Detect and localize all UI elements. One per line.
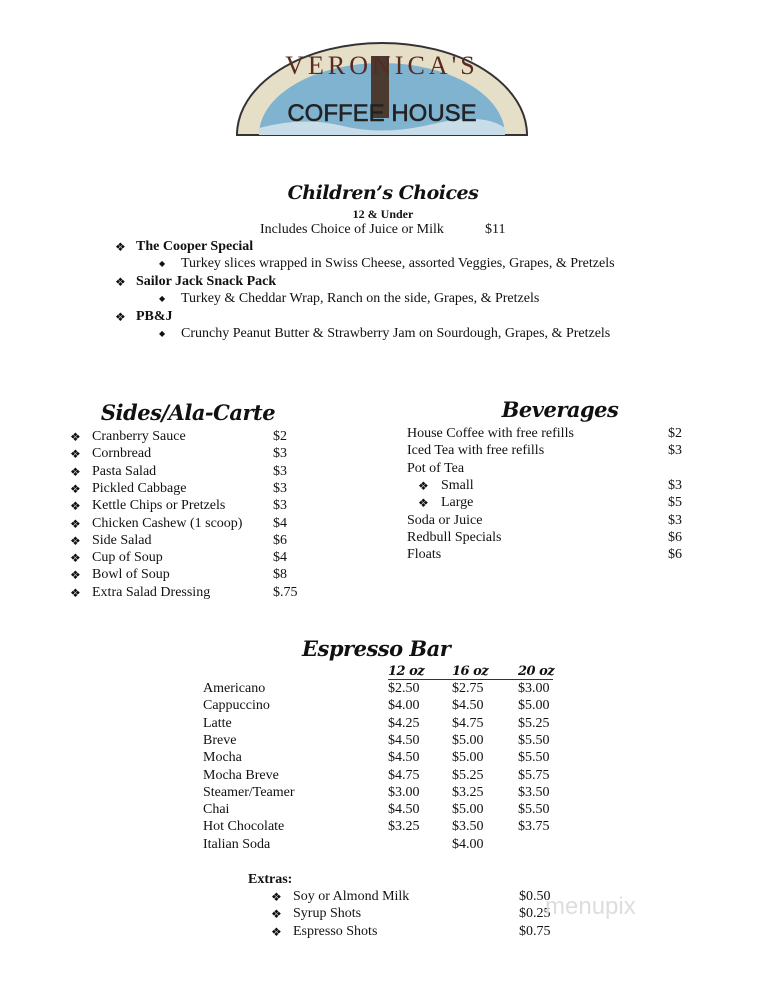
children-item-desc: Turkey slices wrapped in Swiss Cheese, assorted Veggies, Grapes, & Pretzels: [181, 256, 615, 271]
beverage-item-name: Large: [441, 495, 474, 511]
side-item-price: $6: [273, 532, 287, 548]
logo: [233, 38, 531, 138]
espresso-item-price: $4.00: [452, 836, 484, 852]
children-item-name: Sailor Jack Snack Pack: [136, 274, 277, 289]
espresso-item-price: $5.00: [452, 750, 484, 766]
diamond-bullet-icon: ❖: [70, 499, 81, 514]
espresso-item-price: $2.50: [388, 681, 420, 696]
beverage-item-name: Soda or Juice: [407, 512, 483, 528]
espresso-item-price: $5.25: [518, 715, 550, 731]
espresso-item-price: $3.00: [388, 784, 420, 800]
diamond-bullet-icon: ❖: [70, 568, 81, 583]
diamond-bullet-icon: ❖: [115, 310, 126, 324]
extra-item-price: $0.25: [519, 906, 551, 922]
espresso-item-name: Italian Soda: [203, 836, 271, 852]
children-title: Children’s Choices: [287, 182, 479, 204]
bullet-icon: ◆: [159, 329, 166, 338]
diamond-bullet-icon: ❖: [271, 890, 282, 904]
espresso-item-name: Mocha: [203, 750, 242, 766]
beverage-item-price: $3: [668, 477, 682, 493]
espresso-item-price: $5.50: [518, 802, 550, 818]
side-item-name: Cup of Soup: [92, 550, 163, 566]
diamond-bullet-icon: ❖: [70, 430, 81, 444]
diamond-bullet-icon: ❖: [418, 496, 429, 511]
side-item-name: Extra Salad Dressing: [92, 584, 211, 600]
beverage-item-name: House Coffee with free refills: [407, 426, 574, 441]
espresso-item-name: Steamer/Teamer: [203, 784, 295, 800]
beverage-item-price: $6: [668, 547, 682, 563]
bullet-icon: ◆: [159, 259, 166, 268]
diamond-bullet-icon: ❖: [115, 240, 126, 254]
diamond-bullet-icon: ❖: [271, 924, 282, 939]
beverage-item-name: Redbull Specials: [407, 529, 502, 545]
espresso-item-price: $4.00: [388, 698, 420, 714]
diamond-bullet-icon: ❖: [271, 907, 282, 922]
children-item-desc: Turkey & Cheddar Wrap, Ranch on the side, Grapes, & Pretzels: [181, 291, 540, 306]
side-item-name: Cornbread: [92, 446, 152, 462]
espresso-item-price: $3.75: [518, 819, 550, 835]
bullet-icon: ◆: [159, 294, 166, 303]
children-item-desc: Crunchy Peanut Butter & Strawberry Jam on Sourdough, Grapes, & Pretzels: [181, 326, 611, 341]
children-age: 12 & Under: [352, 207, 414, 221]
extra-item-name: Espresso Shots: [293, 923, 378, 939]
espresso-item-price: $4.50: [452, 698, 484, 714]
espresso-item-name: Mocha Breve: [203, 767, 279, 783]
espresso-item-name: Breve: [203, 732, 237, 748]
espresso-item-price: $4.50: [388, 802, 420, 818]
espresso-item-price: $3.25: [388, 819, 420, 835]
beverage-item-price: $3: [668, 443, 682, 459]
espresso-item-price: $4.50: [388, 732, 420, 748]
diamond-bullet-icon: ❖: [70, 464, 81, 479]
espresso-item-name: Hot Chocolate: [203, 819, 285, 835]
size-header: 16 oz: [452, 664, 489, 679]
espresso-item-price: $5.50: [518, 750, 550, 766]
beverage-item-name: Iced Tea with free refills: [407, 443, 545, 459]
beverage-item-name: Floats: [407, 547, 442, 563]
espresso-item-price: $4.50: [388, 750, 420, 766]
children-item-name: The Cooper Special: [136, 239, 254, 254]
extra-item-price: $0.50: [519, 889, 551, 904]
beverages-title: Beverages: [501, 397, 619, 422]
espresso-item-price: $5.00: [452, 732, 484, 748]
size-header: 12 oz: [388, 664, 425, 679]
espresso-item-price: $3.00: [518, 681, 550, 696]
side-item-price: $3: [273, 446, 287, 462]
espresso-title: Espresso Bar: [302, 636, 451, 661]
espresso-item-price: $4.75: [388, 767, 420, 783]
espresso-item-price: $3.25: [452, 784, 484, 800]
espresso-item-price: $5.25: [452, 767, 484, 783]
espresso-item-price: $5.00: [518, 698, 550, 714]
children-includes: Includes Choice of Juice or Milk: [260, 222, 444, 237]
beverage-item-price: $5: [668, 495, 682, 511]
diamond-bullet-icon: ❖: [70, 516, 81, 531]
children-price: $11: [485, 222, 506, 237]
side-item-name: Side Salad: [92, 532, 152, 548]
extra-item-price: $0.75: [519, 923, 551, 939]
side-item-name: Cranberry Sauce: [92, 429, 186, 444]
beverage-item-name: Small: [441, 477, 474, 493]
side-item-price: $8: [273, 567, 287, 583]
espresso-item-price: $2.75: [452, 681, 484, 696]
espresso-item-name: Americano: [203, 681, 266, 696]
side-item-name: Bowl of Soup: [92, 567, 170, 583]
side-item-name: Pasta Salad: [92, 463, 157, 479]
espresso-item-price: $5.00: [452, 802, 484, 818]
extras-label: Extras:: [248, 872, 293, 887]
extra-item-name: Soy or Almond Milk: [293, 889, 410, 904]
espresso-item-name: Latte: [203, 715, 232, 731]
side-item-name: Pickled Cabbage: [92, 480, 187, 496]
beverage-item-price: $3: [668, 512, 682, 528]
beverage-item-name: Pot of Tea: [407, 460, 465, 476]
size-header: 20 oz: [518, 664, 555, 679]
espresso-item-price: $3.50: [518, 784, 550, 800]
diamond-bullet-icon: ❖: [70, 447, 81, 462]
sides-title: Sides/Ala-Carte: [100, 400, 276, 425]
side-item-name: Kettle Chips or Pretzels: [92, 498, 226, 514]
side-item-price: $4: [273, 550, 287, 566]
diamond-bullet-icon: ❖: [70, 551, 81, 566]
side-item-price: $2: [273, 429, 287, 444]
side-item-price: $4: [273, 515, 287, 531]
side-item-price: $.75: [273, 584, 298, 600]
diamond-bullet-icon: ❖: [70, 585, 81, 600]
espresso-item-name: Cappuccino: [203, 698, 270, 714]
side-item-price: $3: [273, 480, 287, 496]
espresso-item-price: $5.50: [518, 732, 550, 748]
diamond-bullet-icon: ❖: [418, 478, 429, 493]
diamond-bullet-icon: ❖: [70, 481, 81, 496]
side-item-name: Chicken Cashew (1 scoop): [92, 515, 243, 531]
side-item-price: $3: [273, 498, 287, 514]
beverage-item-price: $6: [668, 529, 682, 545]
espresso-item-price: $3.50: [452, 819, 484, 835]
extra-item-name: Syrup Shots: [293, 906, 362, 922]
children-item-name: PB&J: [136, 309, 173, 324]
diamond-bullet-icon: ❖: [70, 533, 81, 548]
espresso-item-price: $4.25: [388, 715, 420, 731]
espresso-item-price: $4.75: [452, 715, 484, 731]
watermark: menupix: [545, 893, 636, 920]
side-item-price: $3: [273, 463, 287, 479]
espresso-item-name: Chai: [203, 802, 230, 818]
beverage-item-price: $2: [668, 426, 682, 441]
svg-text:COFFEE HOUSE: COFFEE HOUSE: [287, 100, 477, 127]
svg-text:VERONICA'S: VERONICA'S: [285, 51, 479, 80]
diamond-bullet-icon: ❖: [115, 275, 126, 289]
espresso-item-price: $5.75: [518, 767, 550, 783]
